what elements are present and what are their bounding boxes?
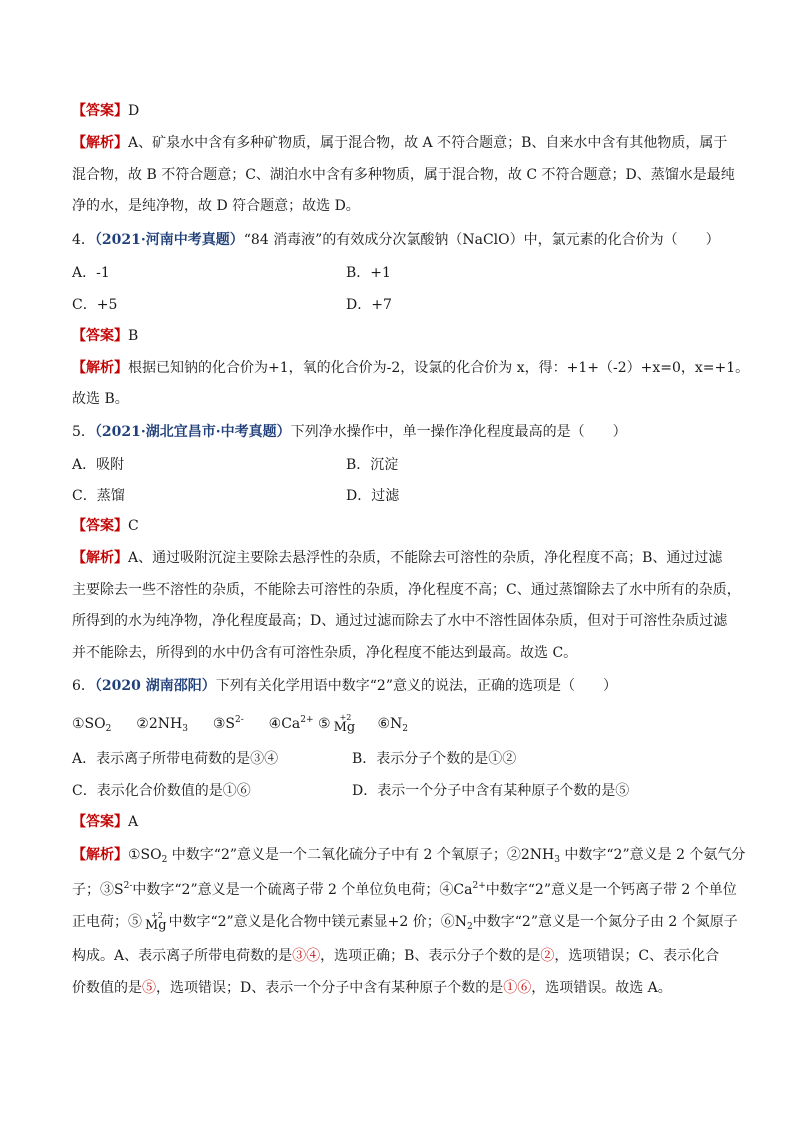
analysis-text: 中数字“2”意义是一个硫离子带 2 个单位负电荷；④Ca xyxy=(132,882,473,898)
analysis-text: 子；③S xyxy=(72,882,124,898)
superscript: 2- xyxy=(234,715,244,725)
valence-label: +2 xyxy=(151,911,163,920)
question-number: 4． xyxy=(72,232,95,248)
analysis-text: 中数字“2”意义是 2 个氨气分 xyxy=(559,847,746,863)
analysis-text: ，选项错误；C、表示化合 xyxy=(554,948,720,964)
subscript: 3 xyxy=(182,724,188,734)
q5-option-d: D．过滤 xyxy=(346,488,400,504)
symbol-n2: ⑥N xyxy=(377,716,403,732)
q5-analysis-line-2: 主要除去一些不溶性的杂质，不能除去可溶性的杂质，净化程度不高；C、通过蒸馏除去了水中所有的杂质， xyxy=(72,582,741,598)
q4-option-d: D．+7 xyxy=(346,297,392,313)
analysis-text: 中数字“2”意义是一个钙离子带 2 个单位 xyxy=(485,882,737,898)
q3-analysis-line-1 xyxy=(72,133,732,153)
q4-option-b: B．+1 xyxy=(346,265,391,281)
q6-stem xyxy=(72,676,732,696)
analysis-tag: 【解析】 xyxy=(72,847,128,863)
answer-value: C xyxy=(128,518,139,534)
answer-tag: 【答案】 xyxy=(72,103,128,119)
symbol-mg-valence xyxy=(142,910,167,933)
highlight-text: ② xyxy=(540,948,555,964)
symbol-so2: ①SO xyxy=(72,716,106,732)
q3-analysis-line-2: 混合物，故 B 不符合题意；C、湖泊水中含有多种物质，属于混合物，故 C 不符合题意；D、蒸馏水是最纯 xyxy=(72,167,735,183)
question-number: 5． xyxy=(72,424,95,440)
analysis-tag: 【解析】 xyxy=(72,135,128,151)
q6-analysis-line-3 xyxy=(72,910,738,937)
superscript: 2- xyxy=(123,881,133,891)
question-source: （2021·河南中考真题） xyxy=(94,232,244,248)
q6-symbols-row xyxy=(72,710,732,739)
analysis-text: 构成。A、表示离子所带电荷数的是 xyxy=(72,948,293,964)
q3-analysis-line-3: 净的水，是纯净物，故 D 符合题意；故选 D。 xyxy=(72,198,360,214)
question-source: （2020 湖南邵阳） xyxy=(94,678,216,694)
analysis-text: 中数字“2”意义是一个氮分子由 2 个氮原子 xyxy=(472,914,738,930)
q6-analysis-line-2 xyxy=(72,876,737,900)
q5-option-c: C．蒸馏 xyxy=(72,488,125,504)
question-stem: 下列有关化学用语中数字“2”意义的说法，正确的选项是（ ） xyxy=(215,678,617,694)
q6-answer xyxy=(72,812,732,832)
subscript: 2 xyxy=(105,724,112,734)
analysis-text: 价数值的是 xyxy=(72,980,142,996)
subscript: 2 xyxy=(467,922,473,932)
question-stem: 下列净水操作中，单一操作净化程度最高的是（ ） xyxy=(290,424,627,440)
q6-analysis-line-4 xyxy=(72,946,732,966)
q4-answer xyxy=(72,326,732,346)
q5-option-b: B．沉淀 xyxy=(346,457,399,473)
answer-value: A xyxy=(128,814,139,830)
q5-analysis-line-1 xyxy=(72,548,732,568)
question-source: （2021·湖北宜昌市·中考真题） xyxy=(94,424,291,440)
highlight-text: ⑤ xyxy=(142,980,156,996)
valence-label: +2 xyxy=(339,713,352,722)
q6-analysis-line-1 xyxy=(72,845,746,870)
q6-analysis-line-5 xyxy=(72,978,732,998)
subscript: 3 xyxy=(554,855,560,865)
answer-tag: 【答案】 xyxy=(72,518,128,534)
symbol-2nh3: ②2NH xyxy=(136,716,183,732)
analysis-text: 中数字“2”意义是化合物中镁元素显+2 价；⑥N xyxy=(168,914,468,930)
analysis-tag: 【解析】 xyxy=(72,360,128,376)
answer-tag: 【答案】 xyxy=(72,328,128,344)
analysis-text: ①SO xyxy=(128,847,162,863)
answer-value: B xyxy=(128,328,139,344)
analysis-text: A、通过吸附沉淀主要除去悬浮性的杂质，不能除去可溶性的杂质，净化程度不高；B、通过过滤 xyxy=(128,550,723,566)
q5-analysis-line-3: 所得到的水为纯净物，净化程度最高；D、通过过滤而除去了水中不溶性固体杂质，但对于可溶性杂质过滤 xyxy=(72,613,728,629)
symbol-index-5: ⑤ xyxy=(318,716,331,732)
symbol-mg-valence xyxy=(331,712,356,735)
symbol-s2: ③S xyxy=(212,716,235,732)
question-stem: “84 消毒液”的有效成分次氯酸钠（NaClO）中，氯元素的化合价为（ ） xyxy=(243,232,720,248)
element-label: Mg xyxy=(145,918,167,933)
analysis-text: ，选项正确；B、表示分子个数的是 xyxy=(320,948,541,964)
q6-option-b: B．表示分子个数的是①② xyxy=(352,751,517,767)
highlight-text: ①⑥ xyxy=(503,980,532,996)
answer-tag: 【答案】 xyxy=(72,814,128,830)
q3-answer xyxy=(72,101,732,121)
symbol-ca2: ④Ca xyxy=(268,716,301,732)
q5-stem xyxy=(72,422,732,442)
element-label: Mg xyxy=(333,720,356,735)
superscript: 2+ xyxy=(472,881,486,891)
analysis-text: 根据已知钠的化合价为+1，氧的化合价为-2，设氯的化合价为 x，得：+1+（-2）+x=0，x=+1。 xyxy=(128,360,750,376)
q5-option-a: A．吸附 xyxy=(72,457,125,473)
highlight-text: ③④ xyxy=(292,948,321,964)
analysis-tag: 【解析】 xyxy=(72,550,128,566)
superscript: 2+ xyxy=(300,715,314,725)
q5-analysis-line-4: 并不能除去，所得到的水中仍含有可溶性杂质，净化程度不能达到最高。故选 C。 xyxy=(72,645,578,661)
analysis-text: ，选项错误。故选 A。 xyxy=(531,980,672,996)
subscript: 2 xyxy=(161,855,168,865)
q6-option-c: C．表示化合价数值的是①⑥ xyxy=(72,783,251,799)
analysis-text: 中数字“2”意义是一个二氧化硫分子中有 2 个氧原子；②2NH xyxy=(167,847,555,863)
answer-value: D xyxy=(128,103,140,119)
analysis-text: A、矿泉水中含有多种矿物质，属于混合物，故 A 不符合题意；B、自来水中含有其他物质，属于 xyxy=(128,135,728,151)
q4-option-a: A．-1 xyxy=(72,265,110,281)
q6-option-d: D．表示一个分子中含有某种原子个数的是⑤ xyxy=(352,783,630,799)
q4-analysis-line-1 xyxy=(72,358,750,378)
q4-option-c: C．+5 xyxy=(72,297,118,313)
q5-answer xyxy=(72,516,732,536)
q4-analysis-line-2: 故选 B。 xyxy=(72,391,129,407)
analysis-text: 正电荷；⑤ xyxy=(72,914,142,930)
q4-stem xyxy=(72,230,732,250)
subscript: 2 xyxy=(402,724,409,734)
question-number: 6． xyxy=(72,678,95,694)
analysis-text: ，选项错误；D、表示一个分子中含有某种原子个数的是 xyxy=(156,980,504,996)
q6-option-a: A．表示离子所带电荷数的是③④ xyxy=(72,751,279,767)
